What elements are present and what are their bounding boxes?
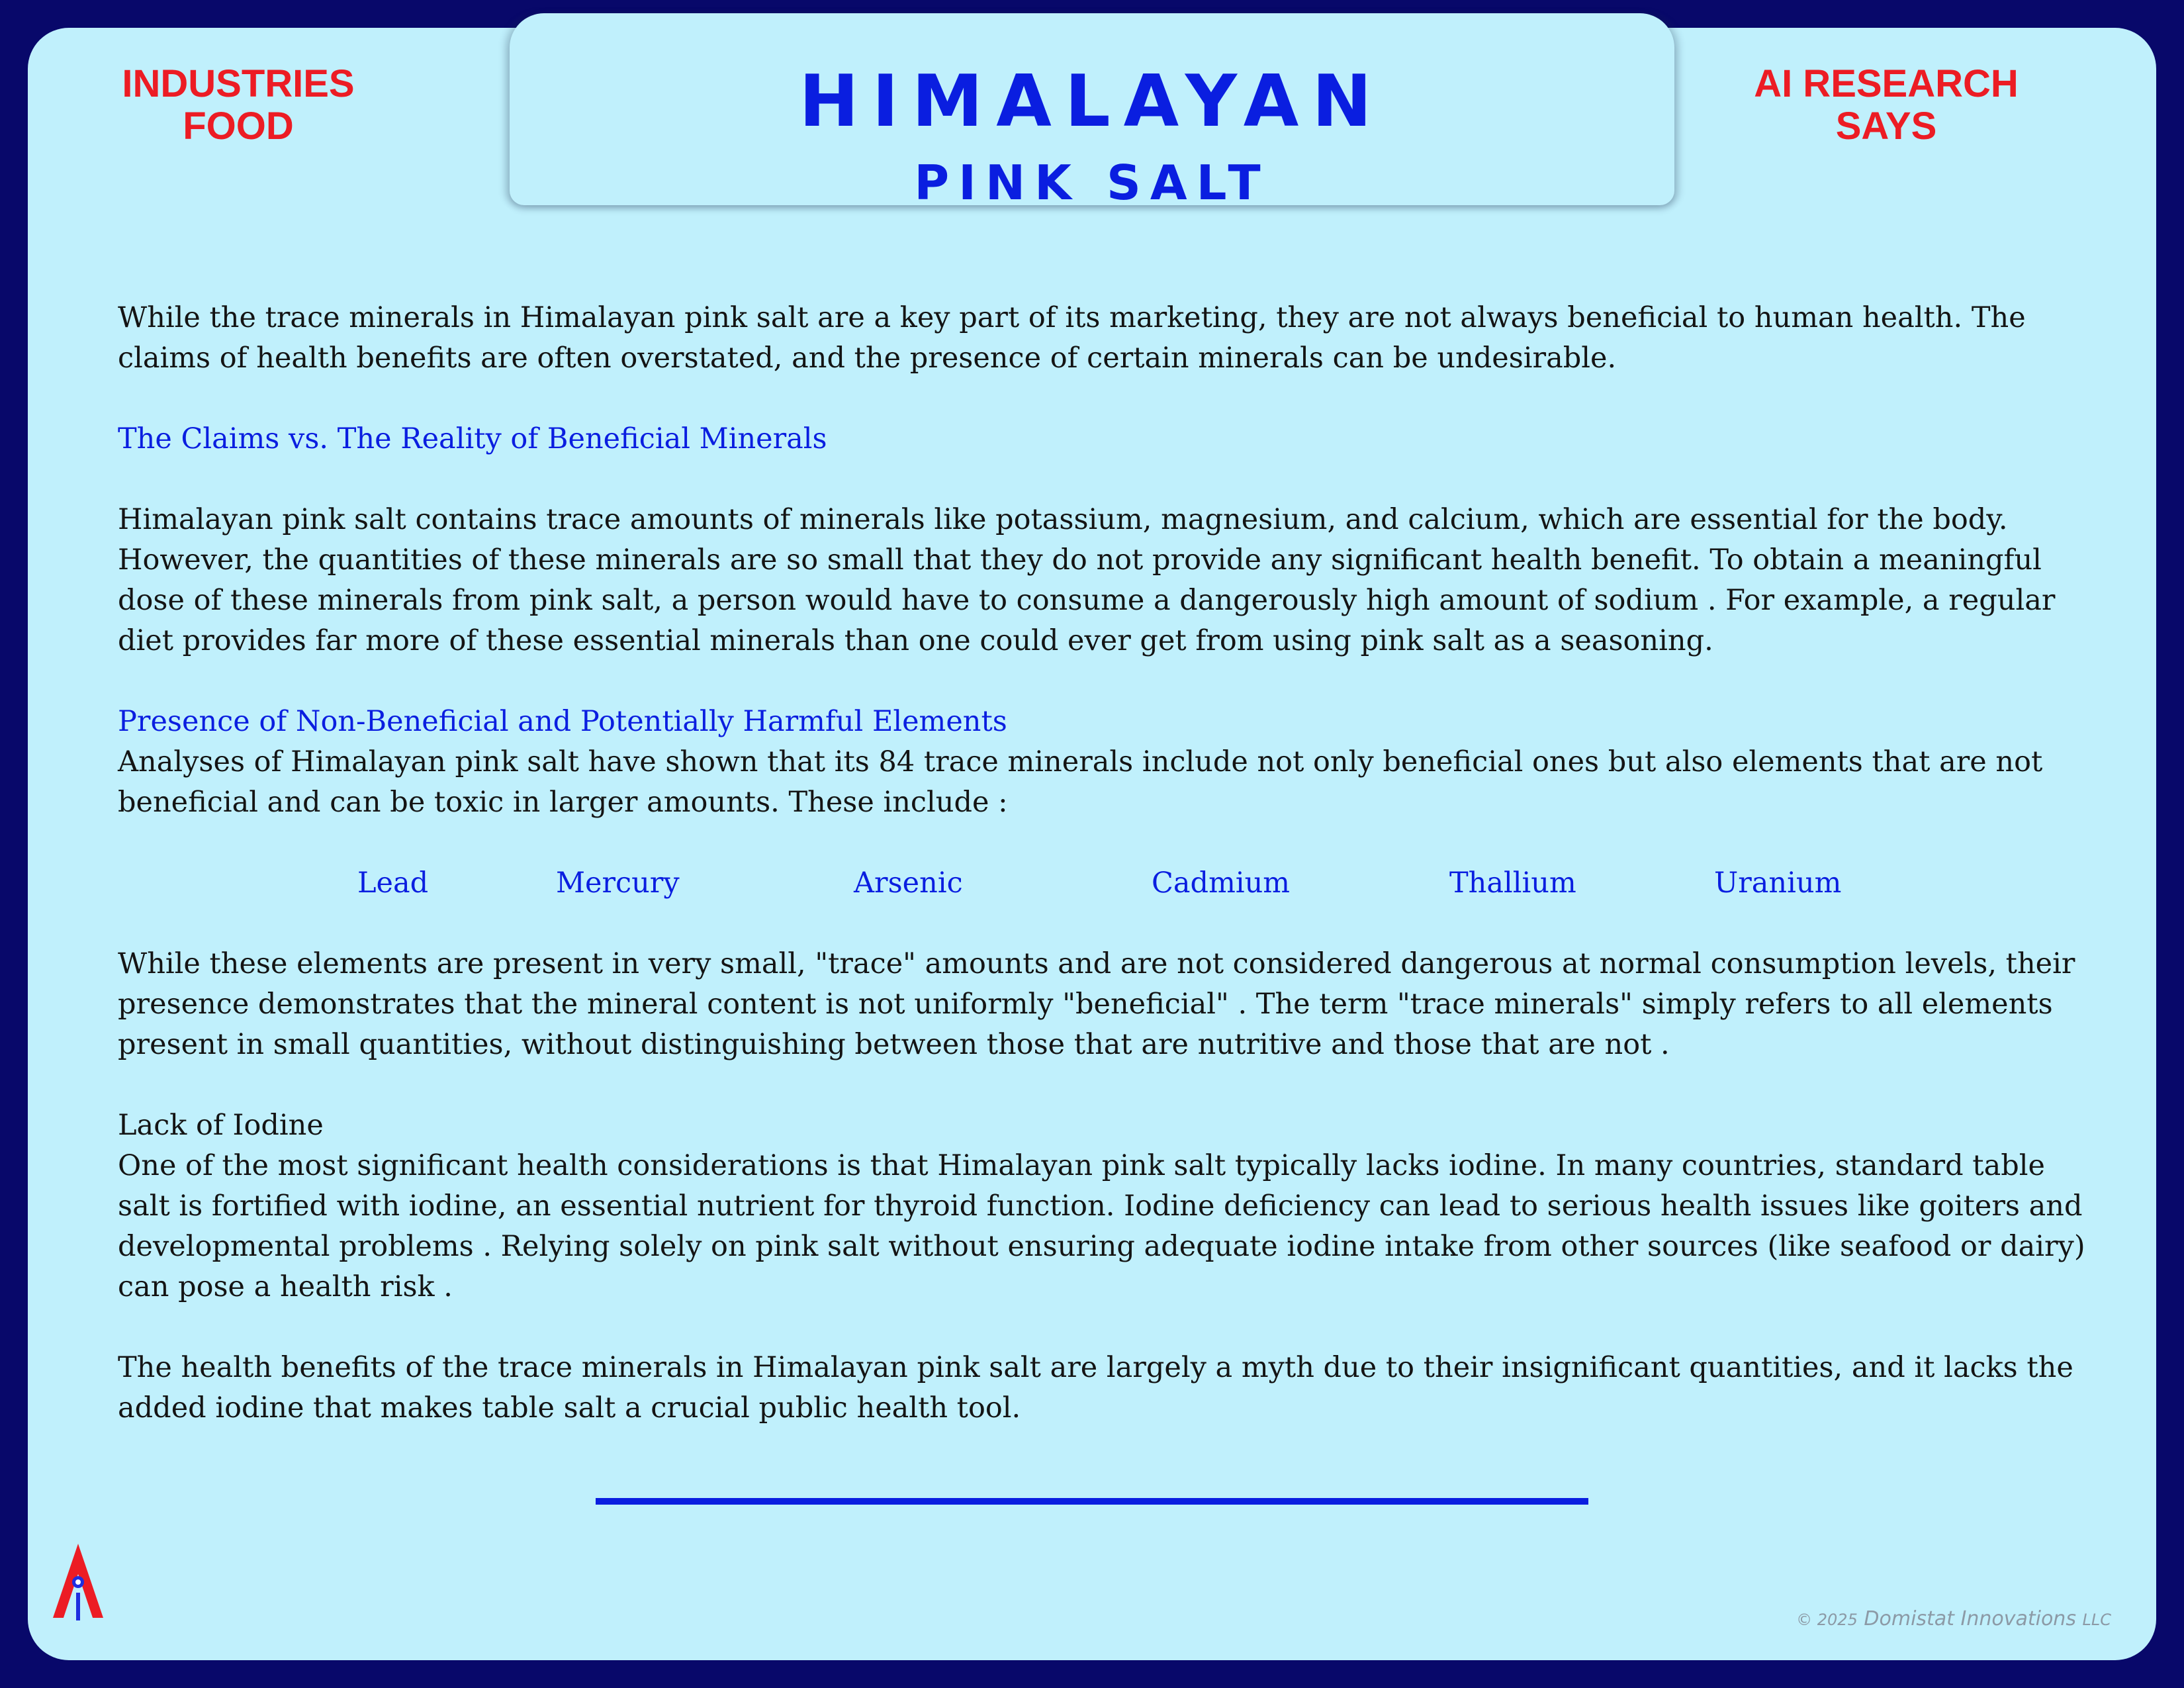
mineral-item: Cadmium — [1152, 867, 1291, 900]
page-title: HIMALAYAN — [799, 60, 1385, 143]
category-line-2: FOOD — [183, 105, 294, 148]
category-label — [106, 63, 371, 148]
harmful-elements-paragraph: Analyses of Himalayan pink salt have shown that its 84 trace minerals include not only beneficial ones but also elements that are not beneficial and can be toxic in larger amounts. These include : — [118, 745, 2043, 819]
claims-paragraph: Himalayan pink salt contains trace amounts of minerals like potassium, magnesium, and calcium, which are essential for the body. However, the quantities of these minerals are so small that they do not provide any significant health benefit. To obtain a meaningful dose of these minerals from pink salt, a person would have to consume a dangerously high amount of sodium . For example, a regular diet provides far more of these essential minerals than one could ever get from using pink salt as a seasoning. — [118, 503, 2056, 657]
source-line-2: SAYS — [1835, 105, 1937, 148]
trace-elements-paragraph: While these elements are present in very small, "trace" amounts and are not considered dangerous at normal consumption levels, their presence demonstrates that the mineral content is not uniformly "beneficial" . The term "trace minerals" simply refers to all elements present in small quantities, without distinguishing between those that are nutritive and those that are not . — [118, 947, 2075, 1061]
source-label — [1721, 63, 2052, 148]
divider-line — [596, 1498, 1588, 1505]
rocket-a-logo-icon — [53, 1544, 103, 1623]
section-heading-claims: The Claims vs. The Reality of Beneficial Minerals — [118, 422, 827, 455]
conclusion-paragraph: The health benefits of the trace minerals in Himalayan pink salt are largely a myth due to their insignificant quantities, and it lacks the added iodine that makes table salt a crucial public health tool. — [118, 1351, 2073, 1425]
mineral-item: Mercury — [556, 867, 680, 900]
copyright-notice: © 2025 Domistat Innovations LLC — [1796, 1607, 2111, 1630]
section-heading-harmful-elements: Presence of Non-Beneficial and Potentially Harmful Elements — [118, 705, 1007, 738]
mineral-item: Thallium — [1449, 867, 1576, 900]
iodine-paragraph: One of the most significant health considerations is that Himalayan pink salt typically lacks iodine. In many countries, standard table salt is fortified with iodine, an essential nutrient for thyroid function. Iodine deficiency can lead to serious health issues like goiters and developmental problems . Relying solely on pink salt without ensuring adequate iodine intake from other sources (like seafood or dairy) can pose a health risk . — [118, 1149, 2085, 1303]
page-subtitle: PINK SALT — [914, 155, 1270, 211]
title-tab — [510, 13, 1674, 211]
source-line-1: AI RESEARCH — [1754, 62, 2019, 105]
mineral-item: Lead — [357, 867, 429, 900]
article-body — [118, 298, 2090, 1429]
category-line-1: INDUSTRIES — [122, 62, 355, 105]
mineral-list — [118, 863, 2090, 904]
section-heading-iodine: Lack of Iodine — [118, 1109, 324, 1142]
mineral-item: Arsenic — [854, 867, 963, 900]
intro-paragraph: While the trace minerals in Himalayan pink salt are a key part of its marketing, they are not always beneficial to human health. The claims of health benefits are often overstated, and the presence of certain minerals can be undesirable. — [118, 301, 2026, 375]
company-name: Domistat Innovations — [1864, 1607, 2076, 1630]
mineral-item: Uranium — [1714, 867, 1842, 900]
